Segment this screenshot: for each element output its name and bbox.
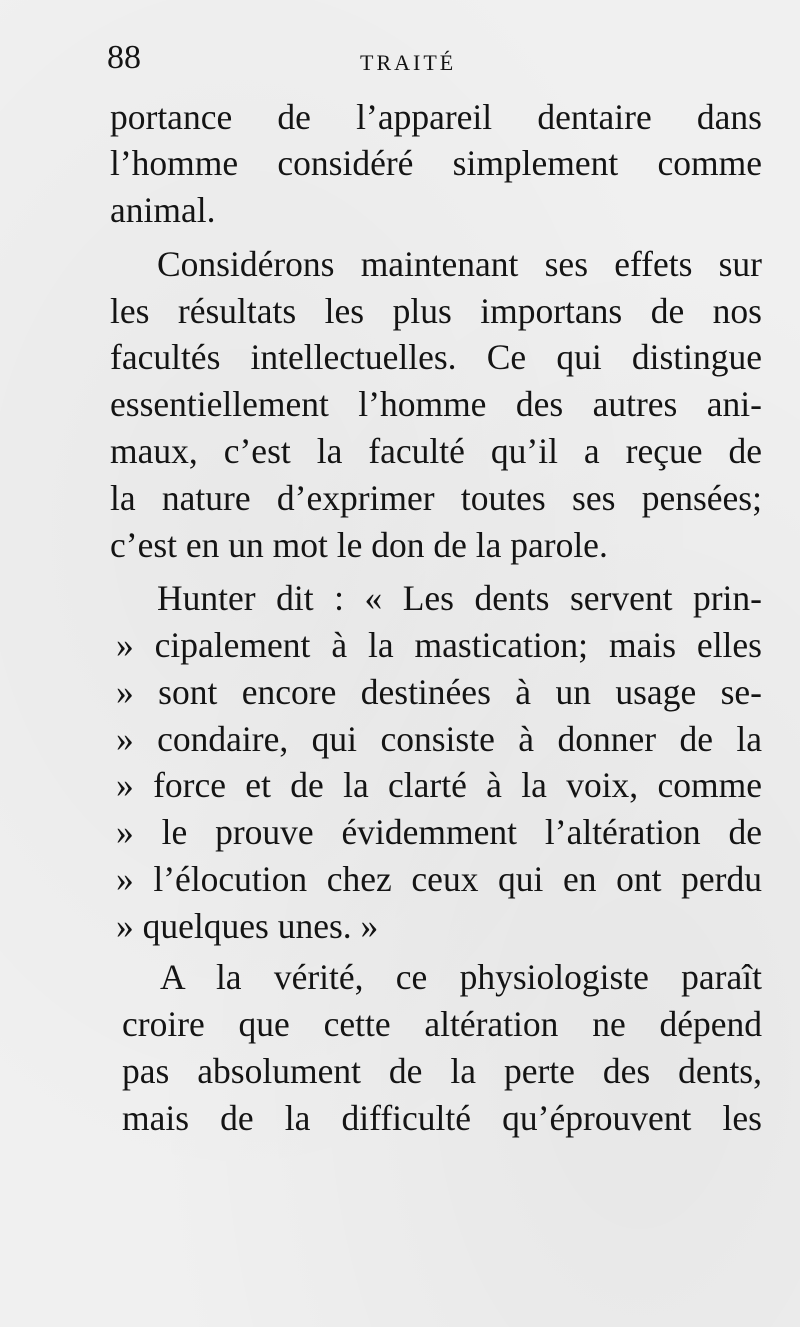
running-title: TRAITÉ xyxy=(360,50,457,75)
text-line: » force et de la clarté à la voix, comme xyxy=(116,765,762,805)
text-line: l’homme considéré simplement comme xyxy=(110,143,762,183)
text-line: » l’élocution chez ceux qui en ont perdu xyxy=(116,859,762,899)
text-line: Hunter dit : « Les dents servent prin- xyxy=(157,578,762,618)
text-line: » le prouve évidemment l’altération de xyxy=(116,812,762,852)
text-line: facultés intellectuelles. Ce qui distingue xyxy=(110,337,762,377)
text-line: c’est en un mot le don de la parole. xyxy=(110,525,608,565)
text-line: les résultats les plus importans de nos xyxy=(110,291,762,331)
text-line: » cipalement à la mastication; mais elles xyxy=(116,625,762,665)
text-line: » condaire, qui consiste à donner de la xyxy=(116,719,762,759)
text-line: » sont encore destinées à un usage se- xyxy=(116,672,762,712)
text-line: mais de la difficulté qu’éprouvent les xyxy=(122,1098,762,1138)
text-line: animal. xyxy=(110,190,216,230)
text-line: » quelques unes. » xyxy=(116,906,379,946)
text-line: maux, c’est la faculté qu’il a reçue de xyxy=(110,431,762,471)
text-line: portance de l’appareil dentaire dans xyxy=(110,97,762,137)
text-line: pas absolument de la perte des dents, xyxy=(122,1051,762,1091)
text-line: Considérons maintenant ses effets sur xyxy=(157,244,762,284)
page-number: 88 xyxy=(107,39,141,76)
text-line: la nature d’exprimer toutes ses pensées; xyxy=(110,478,762,518)
text-line: essentiellement l’homme des autres ani- xyxy=(110,384,762,424)
text-line: croire que cette altération ne dépend xyxy=(122,1004,762,1044)
text-line: A la vérité, ce physiologiste paraît xyxy=(160,957,762,997)
